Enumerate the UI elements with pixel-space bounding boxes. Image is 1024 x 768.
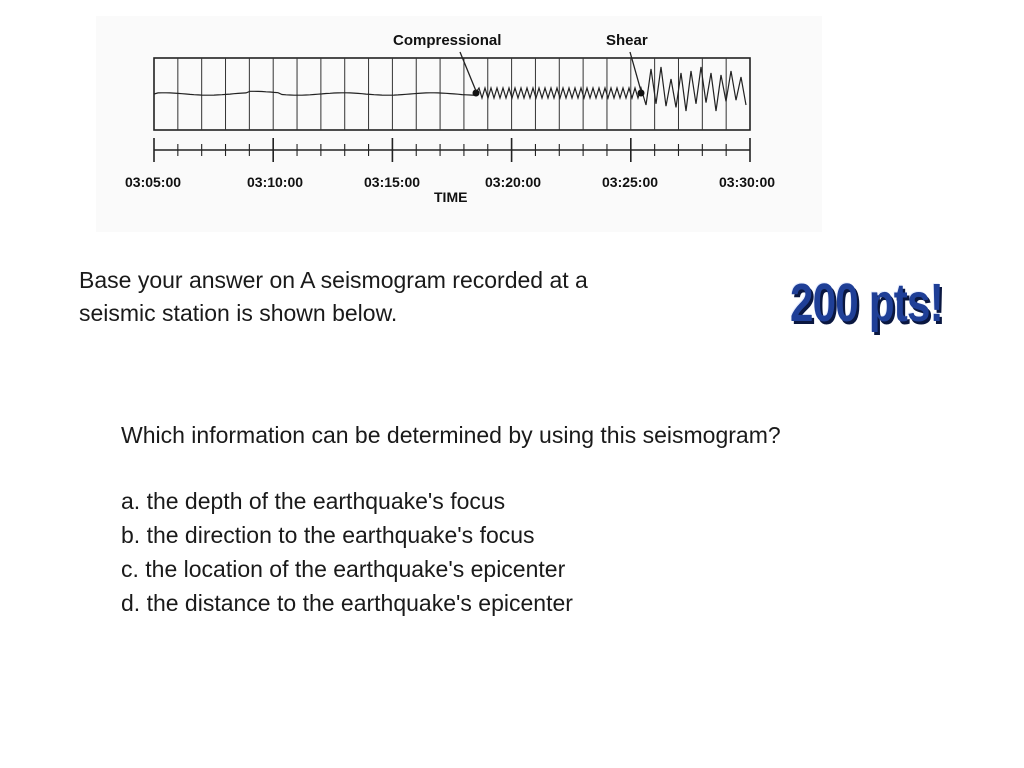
choice-b[interactable]: b. the direction to the earthquake's focus xyxy=(121,522,535,548)
intro-text xyxy=(79,264,739,330)
time-tick-label: 03:25:00 xyxy=(602,174,659,190)
time-tick-label: 03:05:00 xyxy=(125,174,182,190)
time-tick-label: 03:30:00 xyxy=(719,174,776,190)
choice-c[interactable]: c. the location of the earthquake's epicenter xyxy=(121,556,566,582)
choice-d[interactable]: d. the distance to the earthquake's epicenter xyxy=(121,590,573,616)
time-tick-label: 03:20:00 xyxy=(485,174,542,190)
choice-a[interactable]: a. the depth of the earthquake's focus xyxy=(121,488,506,514)
points-badge: 200 pts! xyxy=(790,273,943,333)
time-tick-label: 03:10:00 xyxy=(247,174,304,190)
question-text: Which information can be determined by using this seismogram? xyxy=(121,422,781,448)
answer-choices xyxy=(121,484,573,620)
time-tick-label: 03:15:00 xyxy=(364,174,421,190)
shear-label: Shear xyxy=(606,32,648,49)
time-axis-title: TIME xyxy=(434,189,468,205)
compressional-label: Compressional xyxy=(393,32,502,49)
intro-line: Base your answer on A seismogram recorded at a xyxy=(79,267,588,293)
seismogram-figure xyxy=(96,16,822,232)
intro-line: seismic station is shown below. xyxy=(79,300,398,326)
